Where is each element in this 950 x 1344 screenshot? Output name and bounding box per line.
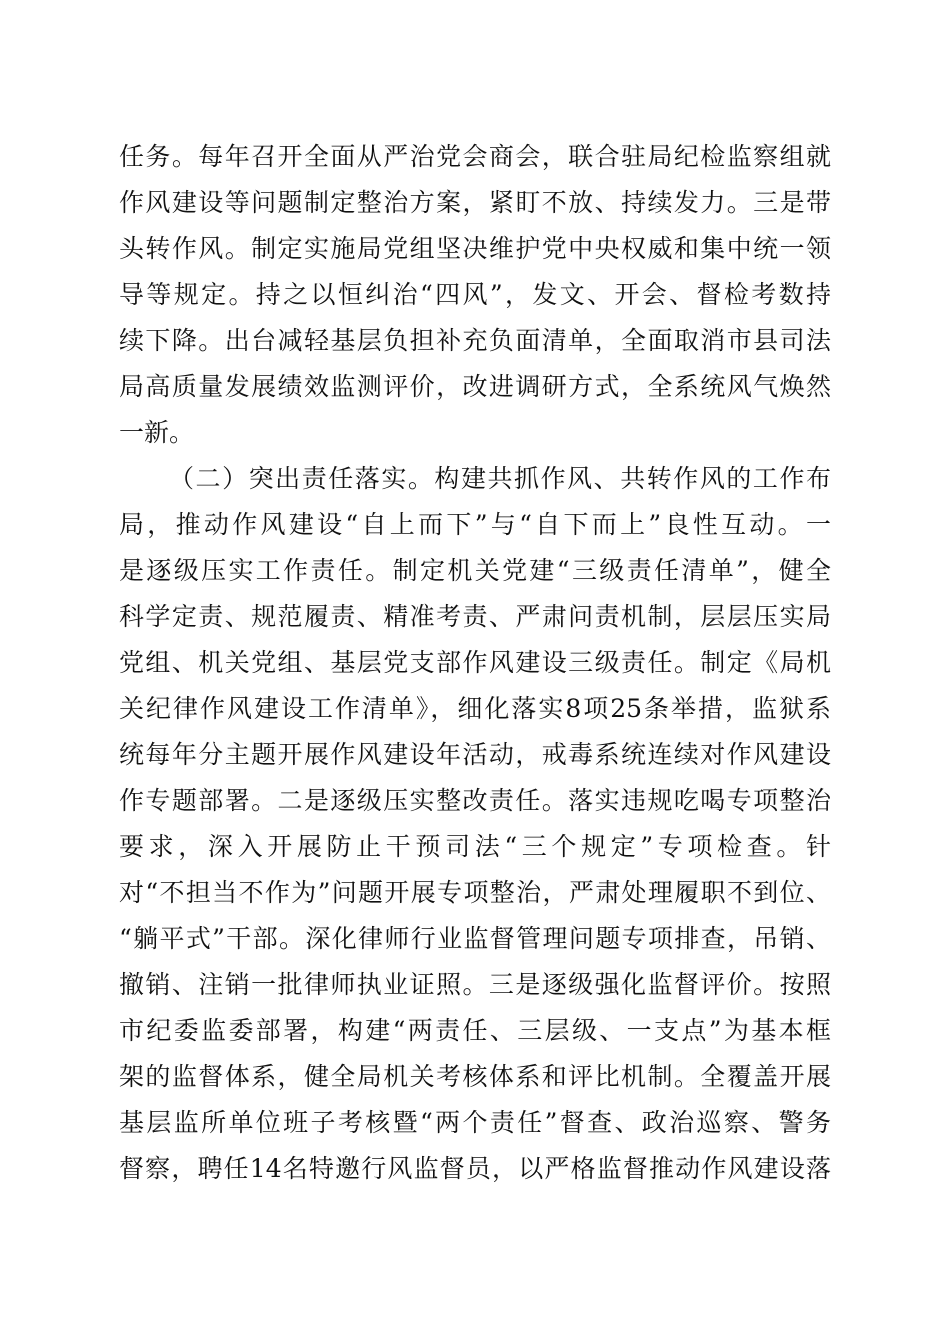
paragraph-line: 局，推动作风建设“自上而下”与“自下而上”良性互动。一 [119, 510, 831, 539]
paragraph-line: 市纪委监委部署，构建“两责任、三层级、一支点”为基本框 [119, 1016, 831, 1045]
paragraph-line: 要求，深入开展防止干预司法“三个规定”专项检查。针 [119, 832, 831, 861]
paragraph-line: 作风建设等问题制定整治方案，紧盯不放、持续发力。三是带 [119, 188, 831, 217]
paragraph-line: 统每年分主题开展作风建设年活动，戒毒系统连续对作风建设 [119, 740, 831, 769]
paragraph-line: 一新。 [119, 418, 195, 447]
paragraph-line: 基层监所单位班子考核暨“两个责任”督查、政治巡察、警务 [119, 1108, 831, 1137]
paragraph-line: 关纪律作风建设工作清单》，细化落实8项25条举措，监狱系 [119, 694, 831, 723]
paragraph-line: 续下降。出台减轻基层负担补充负面清单，全面取消市县司法 [119, 326, 831, 355]
paragraph-line: 是逐级压实工作责任。制定机关党建“三级责任清单”，健全 [119, 556, 831, 585]
paragraph-line: 头转作风。制定实施局党组坚决维护党中央权威和集中统一领 [119, 234, 831, 263]
paragraph-line: 督察，聘任14名特邀行风监督员，以严格监督推动作风建设落 [119, 1154, 831, 1183]
paragraph-line: 作专题部署。二是逐级压实整改责任。落实违规吃喝专项整治 [119, 786, 831, 815]
paragraph-line: 科学定责、规范履责、精准考责、严肃问责机制，层层压实局 [119, 602, 831, 631]
paragraph-line: 导等规定。持之以恒纠治“四风”，发文、开会、督检考数持 [119, 280, 831, 309]
paragraph-line: 任务。每年召开全面从严治党会商会，联合驻局纪检监察组就 [119, 142, 831, 171]
paragraph-line: “躺平式”干部。深化律师行业监督管理问题专项排查，吊销、 [119, 924, 831, 953]
paragraph-line: 对“不担当不作为”问题开展专项整治，严肃处理履职不到位、 [119, 878, 831, 907]
paragraph-line: 党组、机关党组、基层党支部作风建设三级责任。制定《局机 [119, 648, 831, 677]
paragraph-line: 撤销、注销一批律师执业证照。三是逐级强化监督评价。按照 [119, 970, 831, 999]
paragraph-line: 局高质量发展绩效监测评价，改进调研方式，全系统风气焕然 [119, 372, 831, 401]
section-heading-line: （二）突出责任落实。构建共抓作风、共转作风的工作布 [169, 464, 831, 493]
paragraph-line: 架的监督体系，健全局机关考核体系和评比机制。全覆盖开展 [119, 1062, 831, 1091]
